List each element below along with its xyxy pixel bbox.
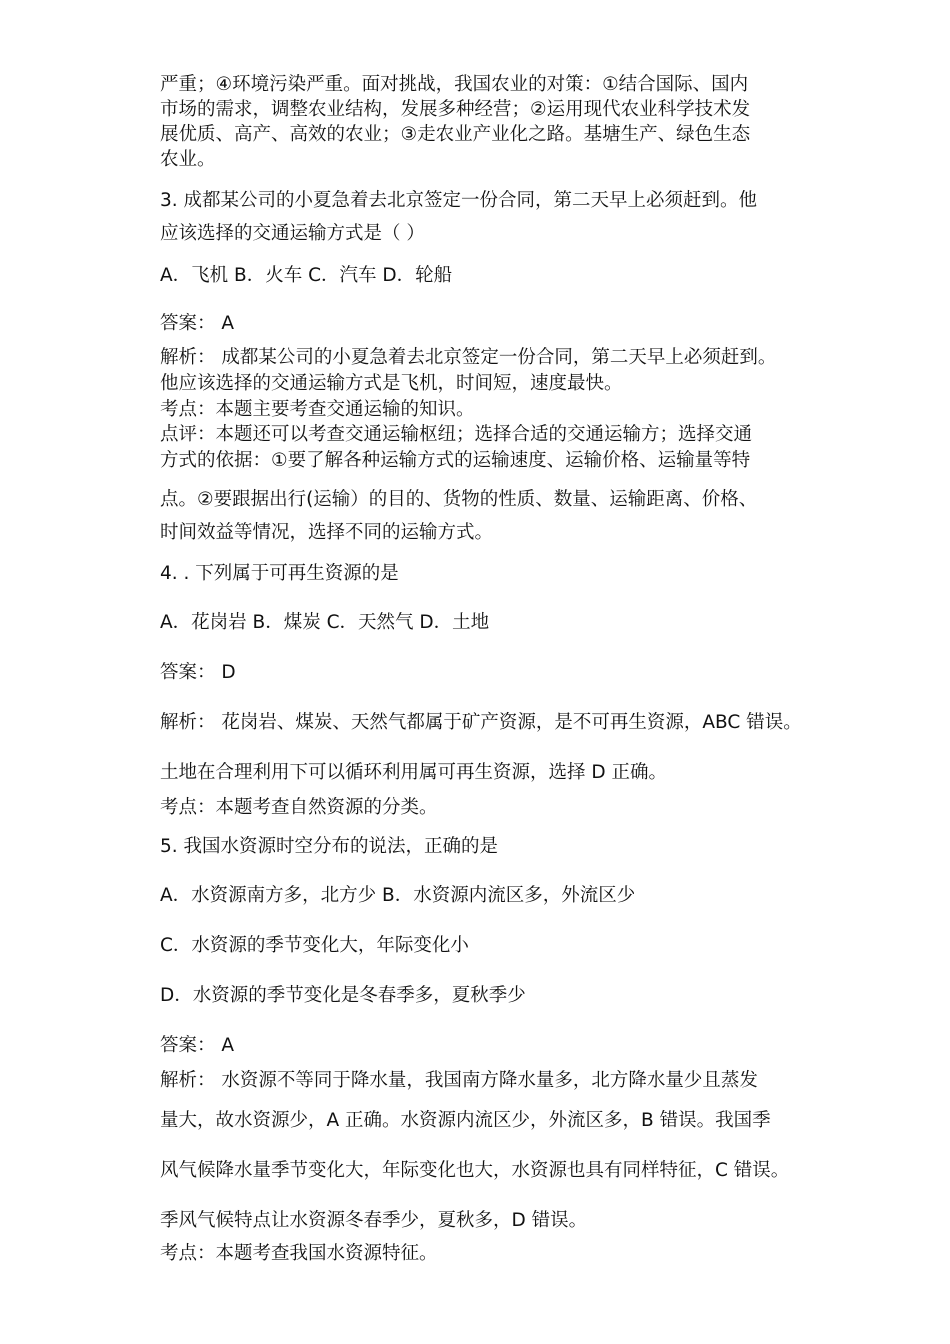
- question-5-stem: 5. 我国水资源时空分布的说法，正确的是: [160, 836, 499, 857]
- question-5-options: A．水资源南方多，北方少 B．水资源内流区多，外流区少: [160, 885, 636, 906]
- question-3-options: A．飞机 B．火车 C．汽车 D．轮船: [160, 265, 453, 286]
- question-4-answer: 答案： D: [160, 662, 236, 683]
- question-3-answer: 答案： A: [160, 313, 235, 334]
- text-line: 市场的需求，调整农业结构，发展多种经营；②运用现代农业科学技术发: [160, 99, 751, 120]
- question-5-answer: 答案： A: [160, 1035, 235, 1056]
- question-5-option-c: C．水资源的季节变化大，年际变化小: [160, 935, 469, 956]
- question-5-analysis: 风气候降水量季节变化大，年际变化也大，水资源也具有同样特征，C 错误。: [160, 1160, 790, 1181]
- question-5-analysis: 量大，故水资源少，A 正确。水资源内流区少，外流区多，B 错误。我国季: [160, 1110, 771, 1131]
- question-5-analysis: 解析： 水资源不等同于降水量，我国南方降水量多，北方降水量少且蒸发: [160, 1070, 758, 1091]
- text-line: 严重；④环境污染严重。面对挑战，我国农业的对策：①结合国际、国内: [160, 74, 749, 95]
- question-3-stem: 应该选择的交通运输方式是（ ）: [160, 223, 425, 244]
- question-4-options: A．花岗岩 B．煤炭 C．天然气 D．土地: [160, 612, 490, 633]
- question-5-topic: 考点：本题考查我国水资源特征。: [160, 1243, 438, 1264]
- question-3-topic: 考点：本题主要考查交通运输的知识。: [160, 399, 475, 420]
- question-3-comment: 方式的依据：①要了解各种运输方式的运输速度、运输价格、运输量等特: [160, 450, 751, 471]
- question-5-option-d: D．水资源的季节变化是冬春季多，夏秋季少: [160, 985, 526, 1006]
- question-5-analysis: 季风气候特点让水资源冬春季少，夏秋多，D 错误。: [160, 1210, 588, 1231]
- question-3-comment: 时间效益等情况，选择不同的运输方式。: [160, 522, 494, 543]
- question-3-stem: 3. 成都某公司的小夏急着去北京签定一份合同，第二天早上必须赶到。他: [160, 190, 758, 211]
- text-line: 农业。: [160, 149, 216, 170]
- question-3-analysis: 他应该选择的交通运输方式是飞机，时间短，速度最快。: [160, 373, 623, 394]
- question-3-analysis: 解析： 成都某公司的小夏急着去北京签定一份合同，第二天早上必须赶到。: [160, 347, 777, 368]
- text-line: 展优质、高产、高效的农业；③走农业产业化之路。基塘生产、绿色生态: [160, 124, 751, 145]
- question-3-comment: 点评：本题还可以考查交通运输枢纽；选择合适的交通运输方；选择交通: [160, 424, 753, 445]
- question-3-comment: 点。②要跟据出行(运输）的目的、货物的性质、数量、运输距离、价格、: [160, 489, 758, 510]
- question-4-analysis: 解析： 花岗岩、煤炭、天然气都属于矿产资源，是不可再生资源，ABC 错误。: [160, 712, 802, 733]
- question-4-topic: 考点：本题考查自然资源的分类。: [160, 797, 438, 818]
- question-4-stem: 4. . 下列属于可再生资源的是: [160, 563, 399, 584]
- question-4-analysis: 土地在合理利用下可以循环利用属可再生资源，选择 D 正确。: [160, 762, 668, 783]
